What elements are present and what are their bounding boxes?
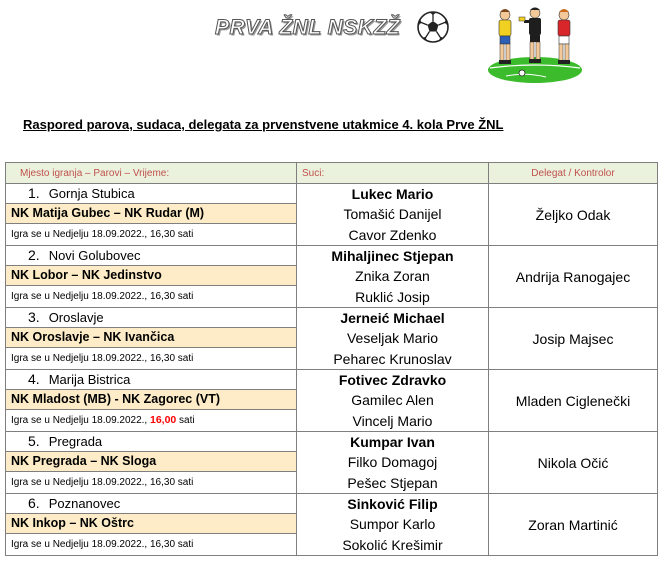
referees-cell <box>297 432 489 494</box>
table-header-row <box>6 163 658 184</box>
assistant-referee-2: Peharec Krunoslav <box>333 350 452 367</box>
assistant-referee-2: Ruklić Josip <box>355 288 430 305</box>
main-referee: Lukec Mario <box>351 186 434 202</box>
match-location <box>6 494 296 514</box>
match-time: Igra se u Nedjelju 18.09.2022., 16,30 sati <box>11 291 194 302</box>
assistant-referee-1: Gamilec Alen <box>351 392 434 409</box>
assistant-referee-2: Sokolić Krešimir <box>342 536 443 553</box>
match-time: Igra se u Nedjelju 18.09.2022., 16,30 sati <box>11 539 194 550</box>
place-name: Poznanovec <box>48 496 121 511</box>
header-location: Mjesto igranja – Parovi – Vrijeme: <box>6 163 297 184</box>
header-delegate: Delegat / Kontrolor <box>489 163 658 184</box>
delegate-cell: Mladen Ciglenečki <box>489 370 658 432</box>
match-time: Igra se u Nedjelju 18.09.2022., 16,30 sati <box>11 229 194 240</box>
match-info-cell <box>6 246 297 308</box>
match-number: 1. <box>28 185 40 201</box>
assistant-referee-1: Sumpor Karlo <box>349 516 436 533</box>
soccer-ball-icon <box>416 10 450 44</box>
referees-cell <box>297 370 489 432</box>
referees-cell <box>297 184 489 246</box>
match-number: 3. <box>28 309 40 325</box>
football-players-illustration <box>486 2 584 86</box>
match-info-cell <box>6 370 297 432</box>
assistant-referee-1: Znika Zoran <box>355 268 430 285</box>
page-title: PRVA ŽNL NSKZŽ <box>215 16 401 39</box>
match-pair: NK Inkop – NK Oštrc <box>6 514 296 534</box>
match-info-cell <box>6 184 297 246</box>
table-row <box>6 246 658 308</box>
match-location <box>6 432 296 452</box>
match-location <box>6 308 296 328</box>
assistant-referee-2: Cavor Zdenko <box>348 226 437 243</box>
delegate-cell: Zoran Martinić <box>489 494 658 556</box>
match-pair: NK Matija Gubec – NK Rudar (M) <box>6 204 296 224</box>
referees-cell <box>297 308 489 370</box>
place-name: Novi Golubovec <box>48 248 141 263</box>
referees-cell <box>297 246 489 308</box>
assistant-referee-1: Filko Domagoj <box>347 454 438 471</box>
match-pair: NK Oroslavje – NK Ivančica <box>6 328 296 348</box>
main-referee: Sinković Filip <box>347 496 438 512</box>
assistant-referee-1: Tomašić Danijel <box>343 206 442 223</box>
table-row <box>6 184 658 246</box>
place-name: Oroslavje <box>48 310 104 325</box>
match-time <box>6 410 296 431</box>
match-number: 6. <box>28 495 40 511</box>
match-number: 2. <box>28 247 40 263</box>
assistant-referee-1: Veseljak Mario <box>346 330 439 347</box>
main-referee: Kumpar Ivan <box>350 434 435 450</box>
delegate-cell: Andrija Ranogajec <box>489 246 658 308</box>
match-info-cell <box>6 494 297 556</box>
match-pair: NK Mladost (MB) - NK Zagorec (VT) <box>6 390 296 410</box>
place-name: Pregrada <box>48 434 103 449</box>
match-info-cell <box>6 308 297 370</box>
match-time-changed-hour: 16,00 <box>149 414 177 426</box>
place-name: Gornja Stubica <box>48 186 135 201</box>
match-number: 5. <box>28 433 40 449</box>
match-time-suffix: sati <box>176 415 195 426</box>
match-location <box>6 246 296 266</box>
place-name: Marija Bistrica <box>48 372 131 387</box>
match-location <box>6 370 296 390</box>
match-number: 4. <box>28 371 40 387</box>
match-pair: NK Pregrada – NK Sloga <box>6 452 296 472</box>
match-location <box>6 184 296 204</box>
delegate-cell: Nikola Očić <box>489 432 658 494</box>
schedule-subtitle: Raspored parova, sudaca, delegata za prvenstvene utakmice 4. kola Prve ŽNL <box>23 117 504 132</box>
main-referee: Fotivec Zdravko <box>338 372 447 388</box>
table-row <box>6 308 658 370</box>
table-row <box>6 432 658 494</box>
assistant-referee-2: Vincelj Mario <box>352 412 433 429</box>
assistant-referee-2: Pešec Stjepan <box>347 474 438 491</box>
match-time-prefix: Igra se u Nedjelju 18.09.2022., <box>11 415 150 426</box>
main-referee: Jerneić Michael <box>340 310 445 326</box>
match-pair: NK Lobor – NK Jedinstvo <box>6 266 296 286</box>
main-referee: Mihaljinec Stjepan <box>331 248 454 264</box>
schedule-table <box>5 162 658 556</box>
table-row <box>6 494 658 556</box>
match-info-cell <box>6 432 297 494</box>
delegate-cell: Željko Odak <box>489 184 658 246</box>
table-row <box>6 370 658 432</box>
delegate-cell: Josip Majsec <box>489 308 658 370</box>
match-time: Igra se u Nedjelju 18.09.2022., 16,30 sati <box>11 353 194 364</box>
header-referees: Suci: <box>297 163 489 184</box>
referees-cell <box>297 494 489 556</box>
match-time: Igra se u Nedjelju 18.09.2022., 16,30 sati <box>11 477 194 488</box>
